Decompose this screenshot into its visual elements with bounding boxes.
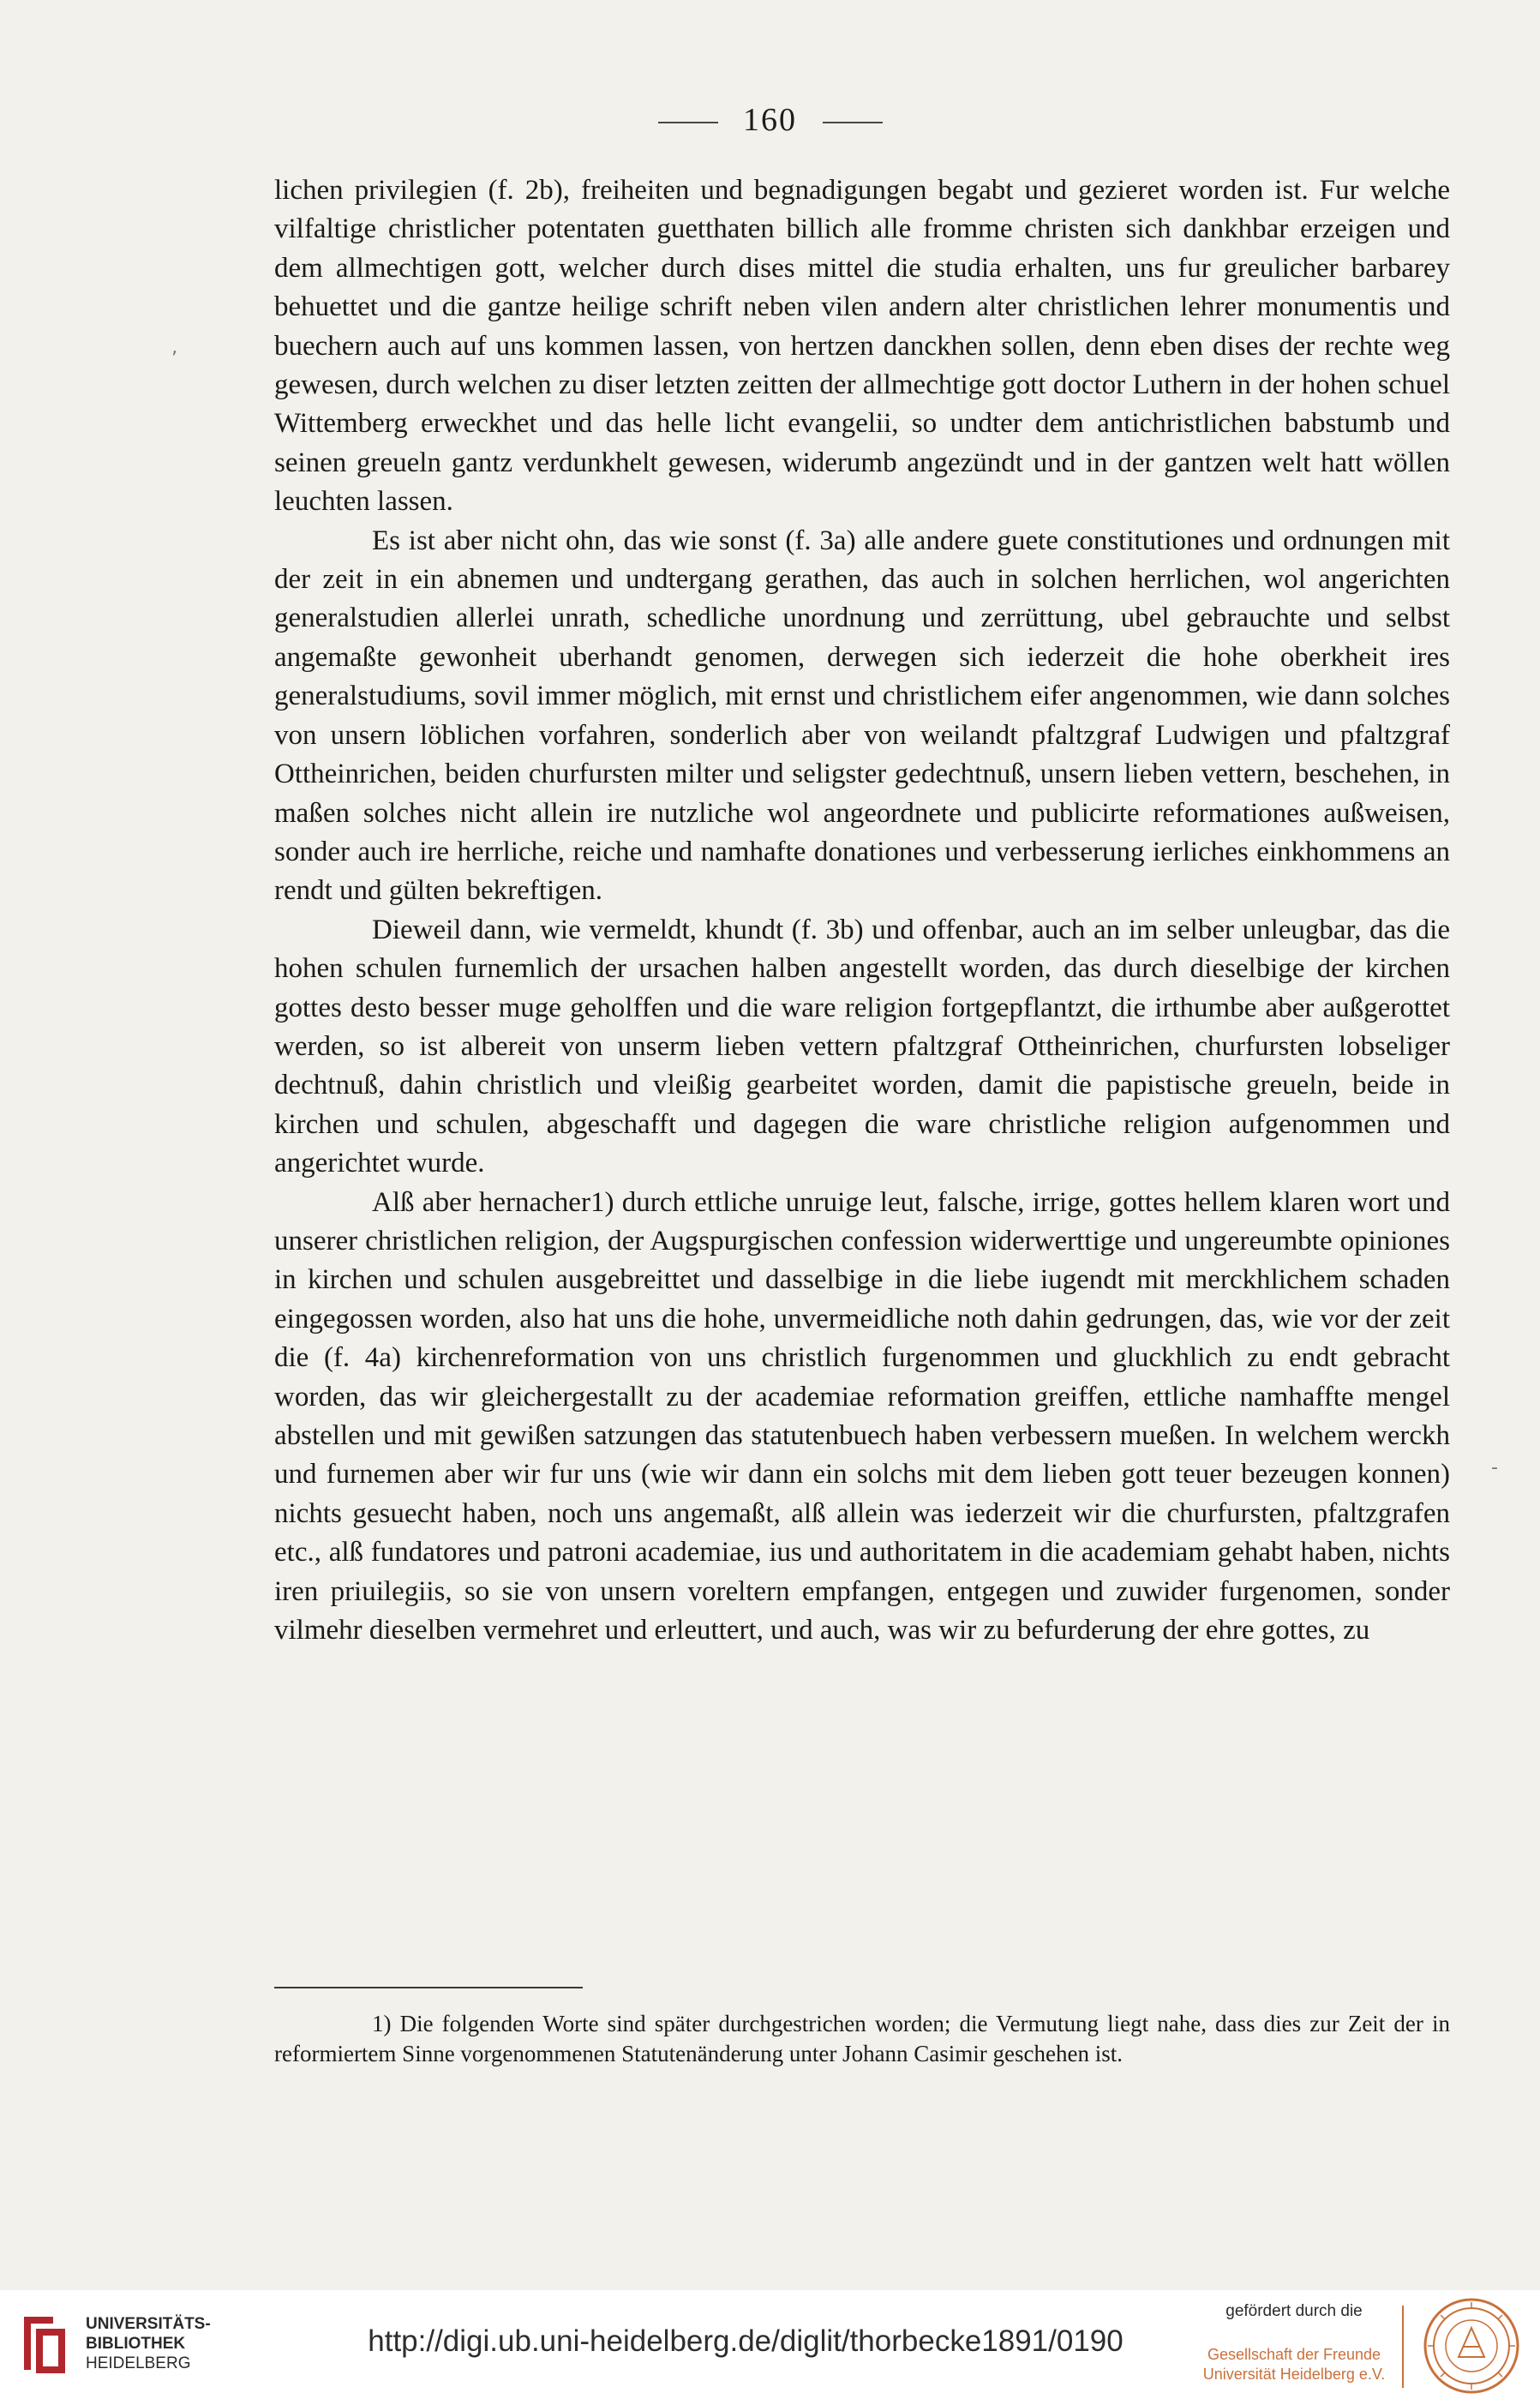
page-header xyxy=(0,101,1540,139)
library-name xyxy=(86,2314,211,2373)
sponsor-block xyxy=(1191,2302,1397,2384)
header-dash-right xyxy=(823,122,883,123)
footnote-text: 1) Die folgenden Worte sind später durchgestrichen worden; die Vermutung liegt nahe, dass dies zur Zeit der in reformiertem Sinne vorgenommenen Statutenänderung unter Johann Casimir geschehen ist. xyxy=(274,2011,1450,2066)
library-name-line: BIBLIOTHEK xyxy=(86,2335,186,2353)
footnote xyxy=(274,2009,1450,2069)
society-name-line[interactable]: Gesellschaft der Freunde xyxy=(1207,2346,1381,2363)
paragraph: Dieweil dann, wie vermeldt, khundt (f. 3b) und offenbar, auch an im selber unleugbar, das die hohen schulen furnemlich der ursachen halben angestellt worden, das durch dieselbige der kirchen gottes desto besser muge geholffen und die ware religion fortgepflantzt, die irthumbe aber außgerottet werden, so ist albereit von unserm lieben vettern pfaltzgraf Ottheinrichen, churfursten lobseliger dechtnuß, dahin christlich und vleißig gearbeitet worden, damit die papistische greueln, beide in kirchen und schulen, abgeschafft und dagegen die ware christliche religion aufgenommen und angerichtet wurde. xyxy=(274,914,1450,1179)
header-dash-left xyxy=(658,122,718,123)
margin-mark: ‚ xyxy=(171,337,177,358)
paragraph: Es ist aber nicht ohn, das wie sonst (f. 3a) alle andere guete constitutiones und ordnungen mit der zeit in ein abnemen und undtergang gerathen, das auch in solchen herrlichen, wol angerichten generalstudien allerlei unrath, schedliche unordnung und zerrüttung, ubel gebrauchte und selbst angemaßte gewonheit uberhandt genomen, derwegen sich iederzeit die hohe oberkheit ires generalstudiums, sovil immer möglich, mit ernst und christlichem eifer angenommen, wie dann solches von unsern löblichen vorfahren, sonderlich aber von weilandt pfaltzgraf Ludwigen und pfaltzgraf Ottheinrichen, beiden churfursten milter und seligster gedechtnuß, unsern lieben vettern, beschehen, in maßen solches nicht allein ire nutzliche wol angeordnete und publicirte reformationes außweisen, sonder auch ire herrliche, reiche und namhafte donationes und verbesserung ierliches einkhommens an rendt und gülten bekreftigen. xyxy=(274,525,1450,907)
permalink-url[interactable]: http://digi.ub.uni-heidelberg.de/diglit/thorbecke1891/0190 xyxy=(368,2324,1124,2358)
library-name-line: UNIVERSITÄTS- xyxy=(86,2315,211,2333)
paragraph: Alß aber hernacher1) durch ettliche unruige leut, falsche, irrige, gottes hellem klaren wort und unserer christlichen religion, der Augspurgischen confession widerwerttige und ungereumbte opiniones in kirchen und schulen ausgebreittet und dasselbige in die liebe iugendt mit merckhlichem schaden eingegossen worden, also hat uns die hohe, unvermeidliche noth dahin gedrungen, das, wie vor der zeit die (f. 4a) kirchenreformation von uns christlich furgenommen und gluckhlich zu endt gebracht worden, das wir gleichergestallt zu der academiae reformation greiffen, ettliche namhaffte mengel abstellen und mit gewißen satzungen das statutenbuech haben verbessern mueßen. In welchem werckh und furnemen aber wir fur uns (wie wir dann ein solchs mit dem lieben gott teuer bezeugen konnen) nichts gesuecht haben, noch uns angemaßt, alß allein was iederzeit wir die churfursten, pfaltzgrafen etc., alß fundatores und patroni academiae, ius und authoritatem in die academiam gehabt haben, nichts iren priuilegiis, so sie von unsern voreltern empfangen, entgegen und zuwider furgenomen, sonder vilmehr dieselben vermehret und erleuttert, und auch, was wir zu befurderung der ehre gottes, zu xyxy=(274,1186,1450,1646)
funded-by-label: gefördert durch die xyxy=(1225,2302,1363,2320)
paragraph: lichen privilegien (f. 2b), freiheiten und begnadigungen begabt und gezieret worden ist. Fur welche vilfaltige christlicher potentaten guetthaten billich alle fromme christen sich dankhbar erzeigen und dem allmechtigen gott, welcher durch dises mittel die studia erhalten, uns fur greulicher barbarey behuettet und die gantze heilige schrift neben vilen andern alter christlichen lehrer monumentis und buechern auch auf uns kommen lassen, von hertzen danckhen sollen, denn eben dises der rechte weg gewesen, durch welchen zu diser letzten zeitten der allmechtige gott doctor Luthern in der hohen schuel Wittemberg erweckhet und das helle licht evangelii, so undter dem antichristlichen babstumb und seinen greueln gantz verdunkhelt gewesen, widerumb angezündt und in der gantzen welt hatt wöllen leuchten lassen. xyxy=(274,175,1450,518)
footnote-divider xyxy=(274,1987,583,1988)
margin-mark: - xyxy=(1491,1457,1498,1478)
university-seal-icon xyxy=(1423,2297,1520,2395)
ub-heidelberg-logo-icon[interactable] xyxy=(19,2310,70,2378)
sponsor-divider xyxy=(1402,2306,1404,2388)
body-text xyxy=(274,171,1450,1650)
society-name-line[interactable]: Universität Heidelberg e.V. xyxy=(1202,2366,1386,2383)
library-name-line: HEIDELBERG xyxy=(86,2354,191,2372)
page-number: 160 xyxy=(743,102,797,138)
